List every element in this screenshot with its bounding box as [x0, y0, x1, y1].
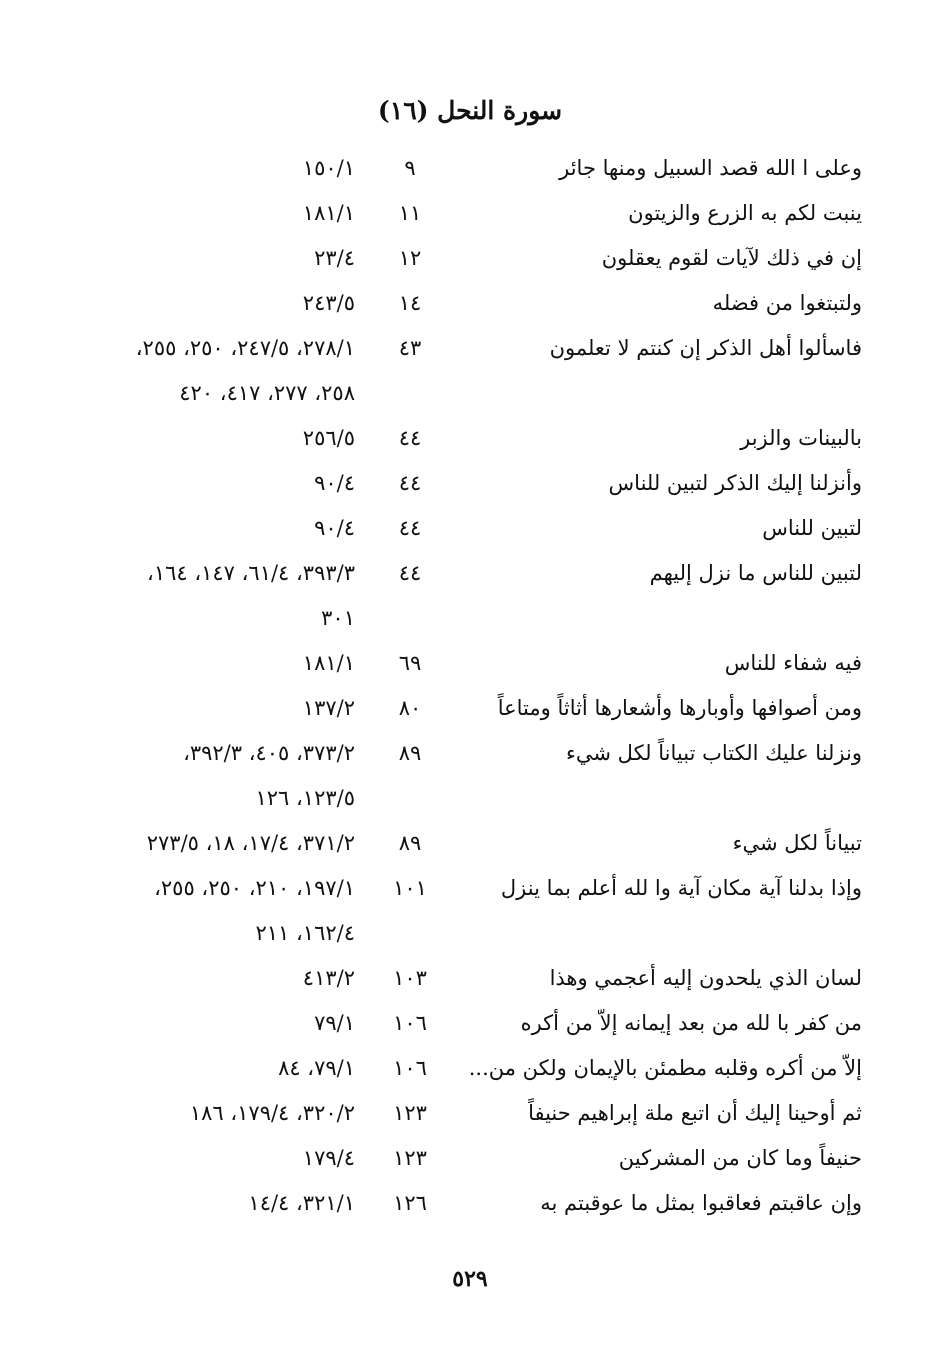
verse-text: ولتبتغوا من فضله: [712, 291, 862, 315]
ayah-number: ٤٤: [398, 561, 422, 585]
index-entry: [0, 236, 940, 281]
page-references: ٩٠/٤: [314, 471, 355, 495]
entry-line: [0, 326, 940, 371]
entry-line: [0, 821, 940, 866]
entry-line: [0, 551, 940, 596]
ayah-number: ١٠٣: [393, 966, 427, 990]
ayah-number: ٤٤: [398, 471, 422, 495]
index-entry: [0, 281, 940, 326]
page-references: ٢٣/٤: [314, 246, 355, 270]
page-number: ٥٢٩: [452, 1266, 488, 1292]
ayah-number: ١٢٦: [393, 1191, 427, 1215]
page-references-continued: ١٦٢/٤، ٢١١: [255, 921, 355, 945]
entry-line: [0, 506, 940, 551]
verse-text: وإن عاقبتم فعاقبوا بمثل ما عوقبتم به: [540, 1191, 862, 1215]
page-references: ٩٠/٤: [314, 516, 355, 540]
index-entry: [0, 866, 940, 956]
verse-text: ومن أصوافها وأوبارها وأشعارها أثاثاً ومتاعاً: [497, 696, 862, 720]
verse-text: فيه شفاء للناس: [724, 651, 862, 675]
entry-line: [0, 191, 940, 236]
page-references: ١٥٠/١: [302, 156, 355, 180]
verse-text: ينبت لكم به الزرع والزيتون: [628, 201, 862, 225]
index-entries: [0, 146, 940, 1226]
entry-continuation-line: [0, 776, 940, 821]
page-references: ٣٧١/٢، ١٧/٤، ١٨، ٢٧٣/٥: [146, 831, 355, 855]
entry-line: [0, 146, 940, 191]
page-references: ٧٩/١: [314, 1011, 355, 1035]
page-references: ٧٩/١، ٨٤: [278, 1056, 355, 1080]
ayah-number: ١٢: [398, 246, 422, 270]
entry-line: [0, 1001, 940, 1046]
entry-continuation-line: [0, 596, 940, 641]
verse-text: وأنزلنا إليك الذكر لتبين للناس: [608, 471, 862, 495]
index-entry: [0, 1046, 940, 1091]
verse-text: لتبين للناس ما نزل إليهم: [649, 561, 862, 585]
verse-text: وإذا بدلنا آية مكان آية وا لله أعلم بما ينزل: [500, 876, 862, 900]
ayah-number: ٤٣: [398, 336, 422, 360]
entry-continuation-line: [0, 371, 940, 416]
page-references: ٣٢٠/٢، ١٧٩/٤، ١٨٦: [189, 1101, 355, 1125]
page-references: ١٨١/١: [302, 201, 355, 225]
entry-line: [0, 236, 940, 281]
ayah-number: ١٢٣: [393, 1146, 427, 1170]
verse-text: إلاّ من أكره وقلبه مطمئن بالإيمان ولكن من...: [468, 1056, 862, 1080]
index-entry: [0, 1001, 940, 1046]
entry-line: [0, 641, 940, 686]
ayah-number: ١٠٦: [393, 1056, 427, 1080]
verse-text: ثم أوحينا إليك أن اتبع ملة إبراهيم حنيفاً: [528, 1101, 862, 1125]
ayah-number: ١٠٦: [393, 1011, 427, 1035]
index-entry: [0, 146, 940, 191]
verse-text: لتبين للناس: [762, 516, 862, 540]
verse-text: بالبينات والزبر: [740, 426, 862, 450]
index-entry: [0, 416, 940, 461]
page-references: ١٨١/١: [302, 651, 355, 675]
ayah-number: ٤٤: [398, 426, 422, 450]
page-references-continued: ٢٥٨، ٢٧٧، ٤١٧، ٤٢٠: [179, 381, 355, 405]
page-references: ٢٤٣/٥: [302, 291, 355, 315]
index-entry: [0, 1181, 940, 1226]
verse-text: من كفر با لله من بعد إيمانه إلاّ من أكره: [520, 1011, 862, 1035]
ayah-number: ٨٩: [398, 831, 422, 855]
verse-text: ونزلنا عليك الكتاب تبياناً لكل شيء: [566, 741, 862, 765]
page-title: سورة النحل (١٦): [377, 96, 563, 125]
entry-line: [0, 461, 940, 506]
entry-line: [0, 686, 940, 731]
index-entry: [0, 551, 940, 641]
index-entry: [0, 191, 940, 236]
page-references: ٣٢١/١، ١٤/٤: [248, 1191, 355, 1215]
verse-text: إن في ذلك لآيات لقوم يعقلون: [601, 246, 862, 270]
entry-line: [0, 1136, 940, 1181]
index-entry: [0, 326, 940, 416]
ayah-number: ٤٤: [398, 516, 422, 540]
index-entry: [0, 506, 940, 551]
index-entry: [0, 1091, 940, 1136]
entry-line: [0, 731, 940, 776]
entry-line: [0, 1181, 940, 1226]
ayah-number: ٦٩: [398, 651, 422, 675]
entry-line: [0, 1046, 940, 1091]
page-references: ٤١٣/٢: [302, 966, 355, 990]
page-references: ٣٩٣/٣، ٦١/٤، ١٤٧، ١٦٤،: [147, 561, 355, 585]
index-entry: [0, 731, 940, 821]
index-entry: [0, 821, 940, 866]
ayah-number: ١٤: [398, 291, 422, 315]
page-references-continued: ١٢٣/٥، ١٢٦: [255, 786, 355, 810]
page-references: ١٩٧/١، ٢١٠، ٢٥٠، ٢٥٥،: [154, 876, 355, 900]
page-references: ٢٧٨/١، ٢٤٧/٥، ٢٥٠، ٢٥٥،: [135, 336, 355, 360]
index-entry: [0, 641, 940, 686]
index-entry: [0, 686, 940, 731]
index-entry: [0, 461, 940, 506]
page-references-continued: ٣٠١: [321, 606, 355, 630]
verse-text: حنيفاً وما كان من المشركين: [618, 1146, 862, 1170]
index-entry: [0, 1136, 940, 1181]
page-references: ١٧٩/٤: [302, 1146, 355, 1170]
verse-text: تبياناً لكل شيء: [732, 831, 862, 855]
page-references: ١٣٧/٢: [302, 696, 355, 720]
index-entry: [0, 956, 940, 1001]
ayah-number: ١٢٣: [393, 1101, 427, 1125]
entry-line: [0, 866, 940, 911]
ayah-number: ٨٩: [398, 741, 422, 765]
ayah-number: ٩: [404, 156, 416, 180]
entry-line: [0, 281, 940, 326]
verse-text: فاسألوا أهل الذكر إن كنتم لا تعلمون: [549, 336, 862, 360]
page-references: ٢٥٦/٥: [302, 426, 355, 450]
ayah-number: ١١: [398, 201, 422, 225]
entry-continuation-line: [0, 911, 940, 956]
entry-line: [0, 956, 940, 1001]
entry-line: [0, 1091, 940, 1136]
verse-text: لسان الذي يلحدون إليه أعجمي وهذا: [549, 966, 862, 990]
entry-line: [0, 416, 940, 461]
verse-text: وعلى ا الله قصد السبيل ومنها جائر: [559, 156, 862, 180]
ayah-number: ١٠١: [393, 876, 427, 900]
ayah-number: ٨٠: [398, 696, 422, 720]
page-references: ٣٧٣/٢، ٤٠٥، ٣٩٢/٣،: [183, 741, 355, 765]
